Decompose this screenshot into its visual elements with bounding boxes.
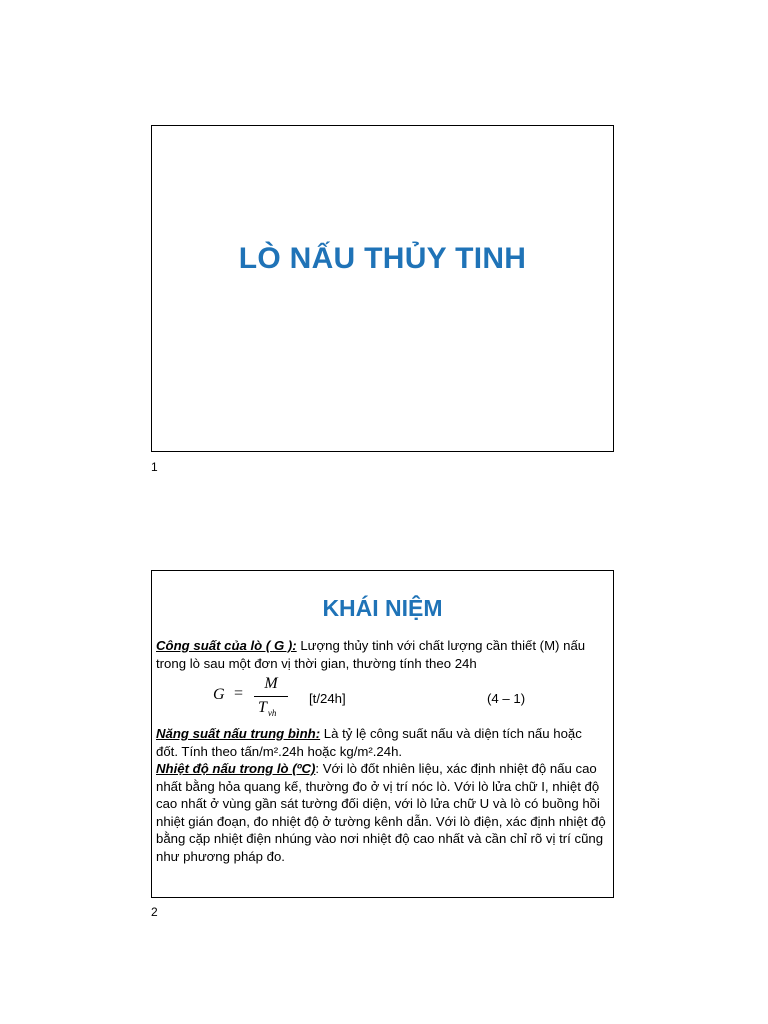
equation-number: (4 – 1) xyxy=(487,691,526,706)
formula-equals: = xyxy=(234,685,244,702)
fraction-bar xyxy=(254,696,288,697)
power-definition-paragraph xyxy=(156,637,607,672)
avg-rate-text: Là tỷ lệ công suất nấu và diện tích nấu hoặc đốt. Tính theo tấn/m².24h hoặc kg/m².24h. xyxy=(156,726,582,759)
formula-unit: [t/24h] xyxy=(309,691,346,706)
power-definition-text: Lượng thủy tinh với chất lượng cần thiết (M) nấu trong lò sau một đơn vị thời gian, thường tính theo 24h xyxy=(156,638,586,671)
formula-fraction xyxy=(254,675,288,721)
formula-row xyxy=(152,675,613,721)
slide-1 xyxy=(151,125,614,452)
formula-numerator: M xyxy=(264,675,278,692)
formula-denominator-subscript: vh xyxy=(267,708,277,718)
slide-2-title: KHÁI NIỆM xyxy=(322,595,443,621)
formula-denominator xyxy=(258,699,276,717)
slide-1-title: LÒ NẤU THỦY TINH xyxy=(238,242,527,275)
slide-2 xyxy=(151,570,614,898)
avg-rate-term: Năng suất nấu trung bình: xyxy=(156,726,321,741)
page-number-1: 1 xyxy=(151,460,158,474)
temperature-text: : Với lò đốt nhiên liệu, xác định nhiệt độ nấu cao nhất bằng hỏa quang kế, thường đo ở vị trí nóc lò. Với lò lửa chữ I, nhiệt độ cao nhất ở vùng gần sát tường đối diện, với lò lửa chữ U và lò có buồng hồi nhiệt gián đoạn, đo nhiệt độ ở tường kênh dẫn. Với lò điện, xác định nhiệt độ bằng cặp nhiệt điện nhúng vào nơi nhiệt độ cao nhất và cần chỉ rõ vị trí cũng như phương pháp đo. xyxy=(156,761,606,864)
power-term: Công suất của lò ( G ): xyxy=(156,638,297,653)
formula-denominator-main: T xyxy=(258,699,267,716)
temperature-term: Nhiệt độ nấu trong lò (ºC) xyxy=(156,761,316,776)
rate-and-temperature-paragraph xyxy=(156,725,607,865)
formula-lhs: G xyxy=(213,686,225,703)
page-number-2: 2 xyxy=(151,905,158,919)
